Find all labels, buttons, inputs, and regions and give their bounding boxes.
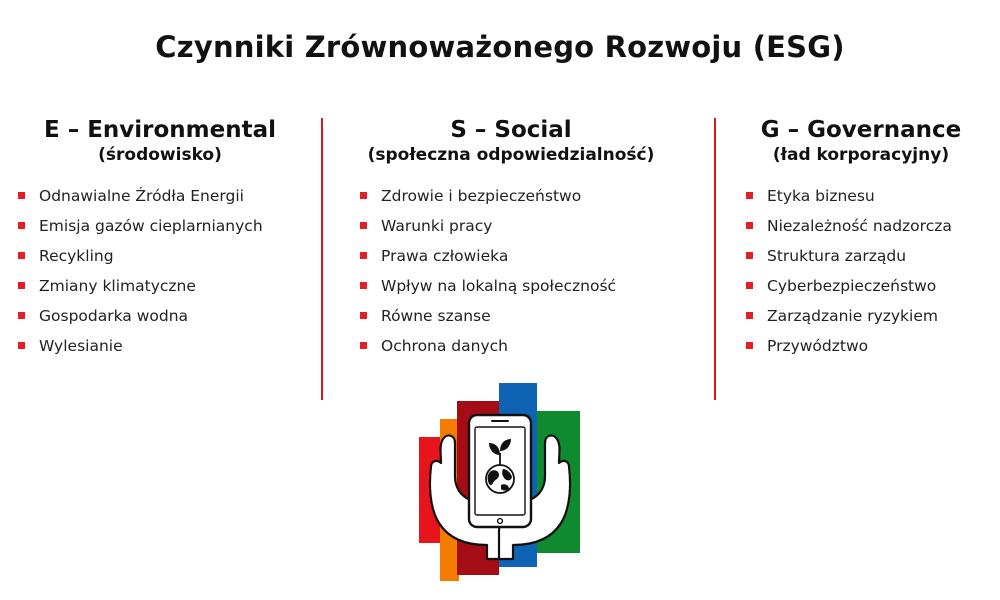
list-item-label: Odnawialne Źródła Energii: [39, 187, 244, 205]
item-list-governance: [746, 184, 1000, 364]
list-item-label: Wylesianie: [39, 337, 123, 355]
column-subheading-social: (społeczna odpowiedzialność): [367, 145, 655, 165]
list-item-label: Zarządzanie ryzykiem: [767, 307, 938, 325]
list-item-label: Cyberbezpieczeństwo: [767, 277, 937, 295]
list-item-label: Wpływ na lokalną społeczność: [381, 277, 617, 295]
list-item: [746, 274, 1000, 304]
list-item: [18, 214, 310, 244]
list-item-label: Gospodarka wodna: [39, 307, 189, 325]
list-item: [746, 184, 1000, 214]
list-item-label: Emisja gazów cieplarnianych: [39, 217, 263, 235]
list-item-label: Warunki pracy: [381, 217, 493, 235]
list-item: [360, 244, 696, 274]
list-item: [746, 214, 1000, 244]
item-list-social: [360, 184, 696, 364]
bullet-square-icon: [360, 312, 367, 319]
list-item: [18, 304, 310, 334]
column-subheading-environmental: (środowisko): [98, 145, 222, 165]
bullet-square-icon: [360, 282, 367, 289]
list-item: [360, 274, 696, 304]
page-title: Czynniki Zrównoważonego Rozwoju (ESG): [155, 30, 845, 64]
bullet-square-icon: [746, 282, 753, 289]
bullet-square-icon: [746, 222, 753, 229]
list-item: [360, 304, 696, 334]
column-social: [326, 116, 696, 364]
bullet-square-icon: [18, 312, 25, 319]
list-item: [18, 334, 310, 364]
column-subheading-governance: (ład korporacyjny): [772, 145, 950, 165]
list-item: [746, 244, 1000, 274]
list-item: [18, 274, 310, 304]
list-item-label: Zmiany klimatyczne: [39, 277, 196, 295]
list-item: [360, 214, 696, 244]
bullet-square-icon: [18, 282, 25, 289]
bullet-square-icon: [746, 252, 753, 259]
bullet-square-icon: [746, 192, 753, 199]
column-governance: [722, 116, 1000, 364]
column-environmental: [10, 116, 310, 364]
list-item-label: Ochrona danych: [381, 337, 508, 355]
bullet-square-icon: [18, 222, 25, 229]
item-list-environmental: [18, 184, 310, 364]
list-item-label: Przywództwo: [767, 337, 869, 355]
column-heading-social: S – Social: [450, 117, 572, 143]
list-item-label: Prawa człowieka: [381, 247, 509, 265]
list-item-label: Struktura zarządu: [767, 247, 907, 265]
bullet-square-icon: [18, 252, 25, 259]
list-item: [746, 304, 1000, 334]
bullet-square-icon: [746, 342, 753, 349]
list-item: [18, 184, 310, 214]
bullet-square-icon: [746, 312, 753, 319]
list-item: [360, 334, 696, 364]
list-item: [360, 184, 696, 214]
list-item: [746, 334, 1000, 364]
column-heading-environmental: E – Environmental: [43, 117, 277, 143]
bullet-square-icon: [18, 342, 25, 349]
list-item-label: Równe szanse: [381, 307, 491, 325]
list-item-label: Zdrowie i bezpieczeństwo: [381, 187, 582, 205]
list-item-label: Recykling: [39, 247, 114, 265]
column-divider-left: [321, 118, 323, 400]
bullet-square-icon: [360, 252, 367, 259]
column-heading-governance: G – Governance: [760, 117, 962, 143]
list-item-label: Niezależność nadzorcza: [767, 217, 952, 235]
bullet-square-icon: [360, 342, 367, 349]
hands-holding-phone-with-plant-globe-icon: [415, 383, 585, 583]
bullet-square-icon: [18, 192, 25, 199]
list-item: [18, 244, 310, 274]
bullet-square-icon: [360, 222, 367, 229]
list-item-label: Etyka biznesu: [767, 187, 875, 205]
bullet-square-icon: [360, 192, 367, 199]
column-divider-right: [714, 118, 716, 400]
